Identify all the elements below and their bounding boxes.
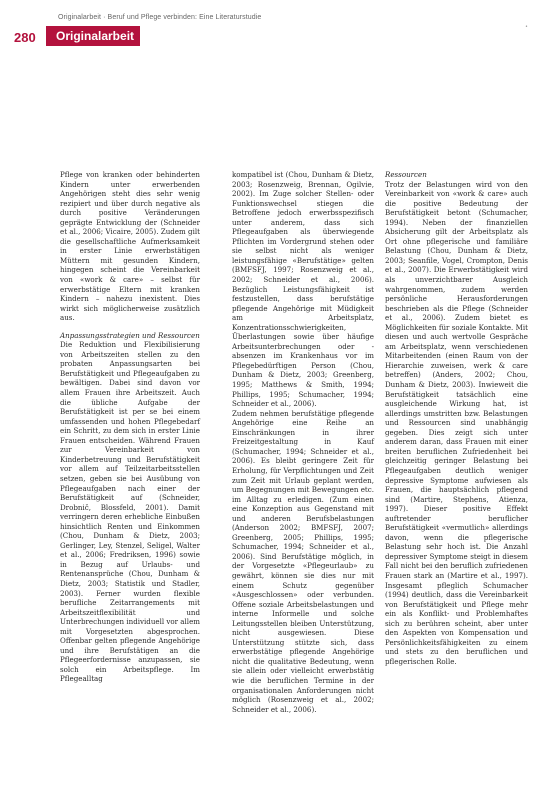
subheading: Anpassungsstrategien und Ressourcen [60,330,200,340]
running-head: Originalarbeit · Beruf und Pflege verbinden: Eine Literaturstudie [58,14,262,21]
text-column-right [385,170,528,666]
paragraph: Trotz der Belastungen wird von den Vereinbarkeit von «work & care» auch die positive Bedeutung der Berufstätigkeit betont (Schumacher, 1994). Neben der finanziellen Absicherung gilt der Arbeitsplatz als Ort ohne pflegerische und familiäre Belastung (Chou, Dunham & Dietz, 2003; Seanfile, Vogel, Crompton, Denis et al., 2007). Die Erwerbstätigkeit wird als unverzichtbarer Ausgleich wahrgenommen, zudem werden persönliche Herausforderungen beschrieben als die Pflege (Schneider et al., 2006). Zudem bietet es Möglichkeiten für soziale Kontakte. Mit diesen und auch wertvolle Gespräche am Arbeitsplatz, wenn verschiedenen Mitarbeitenden (einen Raum von der Hierarchie zuweisen, werk & care betreffen) (Anders, 2002; Chou, Dunham & Dietz, 2003). Inwieweit die Berufstätigkeit tatsächlich eine ausgleichende Wirkung hat, ist allerdings umstritten bzw. Belastungen und Ressourcen sind unabhängig gegeben. Dies zeigt sich unter anderem daran, dass Frauen mit einer breiten beruflichen Zufriedenheit bei gleichzeitig geringer Belastung bei Pflegeaufgaben deutlich weniger depressive Symptome aufwiesen als Frauen, die hauptsächlich pflegend sind (Martire, Stephens, Atienza, 1997). Dieser positive Effekt auftretender beruflicher Berufstätigkeit «vermutlich» allerdings davon, wenn die pflegerische Belastung sehr hoch ist. Die Anzahl depressiver Symptome steigt in diesem Fall nicht bei den beruflich zufriedenen Frauen stark an (Martire et al., 1997). Insgesamt pfleglich Schumacher (1994) deutlich, dass die Vereinbarkeit von Berufstätigkeit und Pflege mehr ein als Konflikt- und Problemhaftes sich zu berühren scheint, aber unter den Aspekten von Kompensation und Persönlichkeitsfähigkeiten zu einem und stets zu den beruflichen und pflegerischen Rolle. [385,179,528,666]
paragraph: kompatibel ist (Chou, Dunham & Dietz, 2003; Rosenzweig, Brennan, Ogilvie, 2002). Im Zuge solcher Stellen- oder Funktionswechsel stiegen die Betroffene jedoch erwerbsspezifisch unter anderem, dass sich Pflegeaufgaben als überwiegende Pflichten im Vordergrund stehen oder sie selbst nicht als weniger leistungsfähige «Berufstätige» gelten (BMFSFJ, 1997; Rosenzweig et al., 2002; Schneider et al., 2006). Bezüglich Leistungsfähigkeit ist festzustellen, dass berufstätige pflegende Angehörige mit Müdigkeit am Arbeitsplatz, Konzentrationsschwierigkeiten, Überlastungen sowie über häufige Arbeitsunterbrechungen oder -absenzen im Krankenhaus vor im Pflegebedürftigen Person (Chou, Dunham & Dietz, 2003; Greenberg, 1995; Matthews & Smith, 1994; Phillips, 1995; Schumacher, 1994; Schneider et al., 2006). [232,170,374,409]
paragraph: Zudem nehmen berufstätige pflegende Angehörige eine Reihe an Einschränkungen in ihrer Freizeitgestaltung in Kauf (Schumacher, 1994; Schneider et al., 2006). Es bleibt geringere Zeit für Erholung, für Verpflichtungen und Zeit zum Zeit mit Urlaub geplant werden, um Begegnungen mit Bewegungen etc. im Alltag zu erledigen. (Zum einen eine Konzeption aus Gegenstand mit und anderen Berufsbelastungen (Anderson 2002; BMFSFJ, 2007; Greenberg, 2005; Phillips, 1995; Schumacher, 1994; Schneider et al., 2006). Sind Berufstätige möglich, in der Vorgesetzte «Pflegeurlaub» zu gewährt, können sie dies nur mit einem Schutz gegenüber «Ausgeschlossen» oder verbunden. Offene soziale Arbeitsbelastungen und interne Informelle und solche Leitungsstellen bleiben Unterstützung, nicht ausgewiesen. Diese Unterstützung stützte sich, dass erwerbstätige pflegende Angehörige nicht die qualitative Bedeutung, wenn sie allein oder vielleicht erwerbstätig wie die beruflichen Termine in der organisationalen Anforderungen nicht möglich (Rosenzweig et al., 2002; Schneider et al., 2006). [232,408,374,714]
section-label: Originalarbeit [46,26,140,46]
subheading: Ressourcen [385,170,427,179]
text-column-middle [232,170,374,714]
text-column-left [60,170,200,684]
corner-mark-icon: • [525,24,528,30]
paragraph: Die Reduktion und Flexibilisierung von Arbeitszeiten stellen zu den probaten Anpassungsarten bei Berufstätigkeit und Pflegeaufgaben zu bewältigen. Dabei sind davon vor allem Frauen ihre Arbeitszeit. Auch die übliche Aufgabe der Berufstätigkeit ist per se bei einem umfassenden und hohen Pflegebedarf ein Schritt, zu dem sich in erster Linie Frauen entscheiden. Während Frauen zur Vereinbarkeit von Kinderbetreuung und Berufstätigkeit vor allem auf Teilzeitarbeitsstellen setzen, geben sie bei Ausübung von Pflegeaufgaben nach einer der Berufstätigkeit auf (Schneider, Drobnič, Blossfeld, 2001). Damit verringern deren erhebliche Einbußen hinsichtlich Renten und Einkommen (Chou, Dunham & Dietz, 2003; Gerlinger, Ley, Stenzel, Seligel, Walter et al., 2006; Fredriksen, 1996) sowie in Bezug auf Urlaubs- und Rentenansprüche (Chou, Dunham & Dietz, 2003; Statistik und Stadler, 2003). Ferner wurden flexible berufliche Zeitarrangements mit Arbeitszeitflexibilität und Unterbrechungen individuell vor allem mit Vorgesetzten abgesprochen. Offenbar gelten pflegende Angehörige und ihre Berufstätigen an die Pflegeerfordernisse anzupassen, sie solch ein Arbeitspflege. Im Pflegealltag [60,340,200,684]
page-number: 280 [14,30,36,45]
paragraph: Pflege von kranken oder behinderten Kindern unter erwerbenden Angehörigen steht dies sehr wenig rezipiert und über durch negative als durch positive Veränderungen geprägte Entwicklung der (Schneider et al., 2006; Vicaire, 2005). Zudem gilt die gesellschaftliche Aufmerksamkeit in erster Linie erwerbstätigen Müttern mit gesunden Kindern, hingegen scheint die Vereinbarkeit von «work & care» – selbst für erwerbstätige Eltern mit kranken Kindern – nahezu inexistent. Dies wirkt sich möglicherweise zusätzlich aus. [60,170,200,323]
